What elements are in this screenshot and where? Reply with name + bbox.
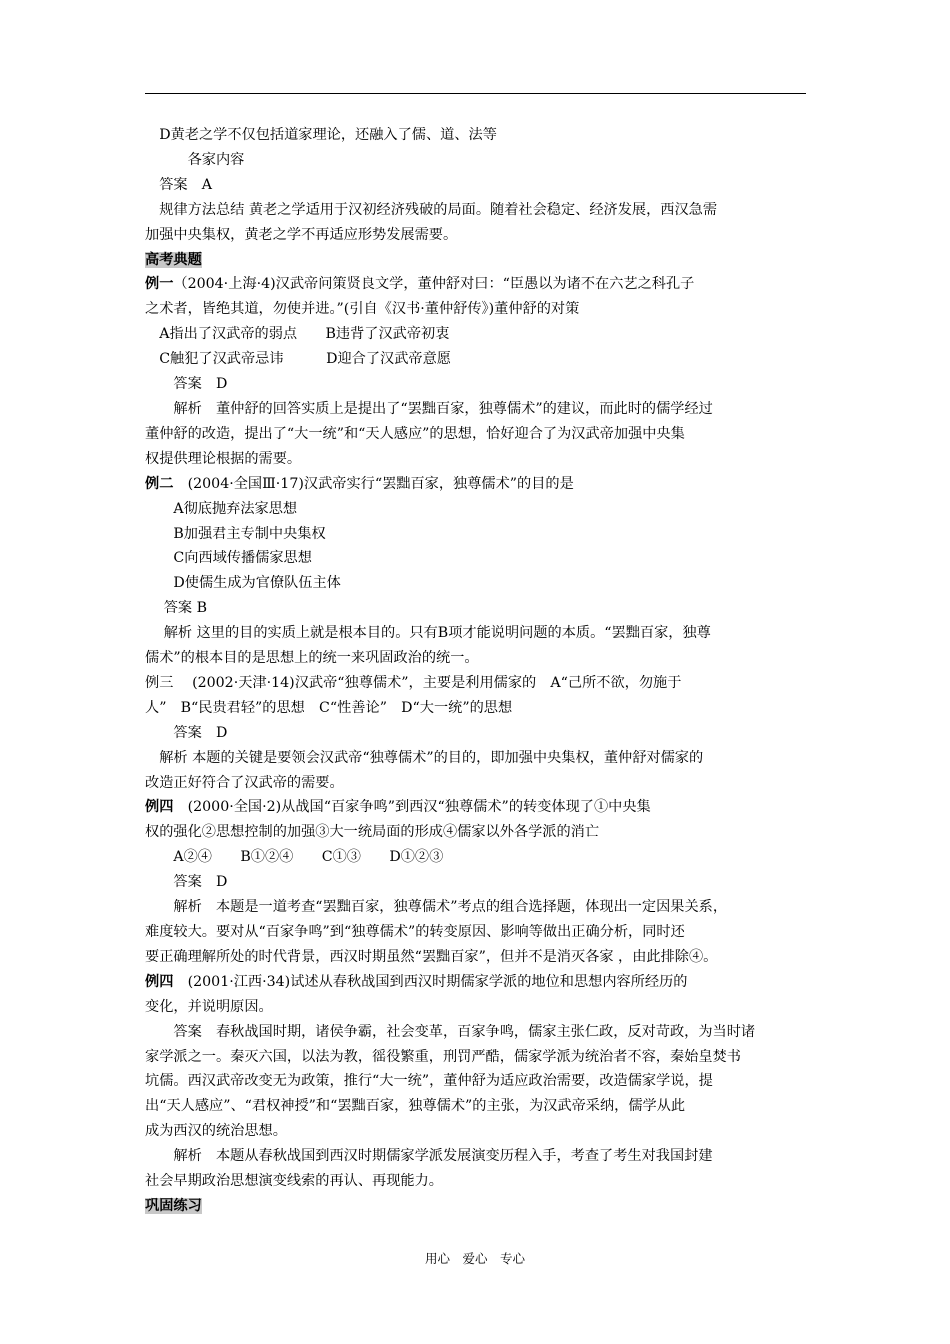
text-line: 难度较大。要对从“百家争鸣”到“独尊儒术”的转变原因、影响等做出正确分析，同时还 xyxy=(145,924,685,940)
page-footer: 用心 爱心 专心 xyxy=(424,1251,525,1266)
example-line xyxy=(145,795,810,820)
document-body xyxy=(145,123,810,1219)
example-line xyxy=(145,970,810,995)
text-line: 例三 (2002·天津·14)汉武帝“独尊儒术”，主要是利用儒家的 A“己所不欲，勿施于 xyxy=(145,674,682,691)
text-line: C触犯了汉武帝忌讳 D迎合了汉武帝意愿 xyxy=(145,351,451,368)
header-rule xyxy=(145,93,806,94)
text-line: 答案 D xyxy=(145,874,228,891)
text-line: 各家内容 xyxy=(145,151,245,168)
text-line: 出“天人感应”、“君权神授”和“罢黜百家，独尊儒术”的主张，为汉武帝采纳，儒学从此 xyxy=(145,1098,686,1115)
example-text: (2000·全国·2)从战国“百家争鸣”到西汉“独尊儒术”的转变体现了①中央集 xyxy=(173,799,651,816)
text-line: 儒术”的根本目的是思想上的统一来巩固政治的统一。 xyxy=(145,650,479,667)
example-label: 例四 xyxy=(145,973,174,990)
example-line xyxy=(145,272,810,297)
text-line: D使儒生成为官僚队伍主体 xyxy=(145,575,341,592)
text-line: 要正确理解所处的时代背景，西汉时期虽然“罢黜百家”，但并不是消灭各家 ，由此排除④。 xyxy=(145,948,718,965)
example-label: 例一 xyxy=(145,276,174,293)
text-line: 之术者，皆绝其道，勿使并进。”(引自《汉书·董仲舒传》)董仲舒的对策 xyxy=(145,301,580,318)
text-line: 答案 B xyxy=(145,600,208,617)
text-line: 解析 这里的目的实质上就是根本目的。只有B项才能说明问题的本质。“罢黜百家，独尊 xyxy=(145,625,711,642)
text-line: 社会早期政治思想演变线索的再认、再现能力。 xyxy=(145,1173,443,1190)
text-line: 解析 本题从春秋战国到西汉时期儒家学派发展演变历程入手，考查了考生对我国封建 xyxy=(145,1148,713,1165)
text-line: 改造正好符合了汉武帝的需要。 xyxy=(145,774,344,791)
text-line: 加强中央集权，黄老之学不再适应形势发展需要。 xyxy=(145,226,458,243)
text-line: 答案 春秋战国时期，诸侯争霸，社会变革，百家争鸣，儒家主张仁政，反对苛政，为当时诸 xyxy=(145,1023,756,1040)
text-line: A②④ B①②④ C①③ D①②③ xyxy=(145,849,444,866)
text-line: 坑儒。西汉武帝改变无为政策，推行“大一统”，董仲舒为适应政治需要，改造儒家学说，提 xyxy=(145,1073,713,1090)
example-text: (2004·全国Ⅲ·17)汉武帝实行“罢黜百家，独尊儒术”的目的是 xyxy=(173,475,574,492)
section-heading xyxy=(145,248,810,273)
example-label: 例二 xyxy=(145,475,174,492)
text-line: 答案 A xyxy=(145,176,212,193)
text-line: 答案 D xyxy=(145,376,228,393)
text-line: B加强君主专制中央集权 xyxy=(145,525,326,542)
text-line: A彻底抛弃法家思想 xyxy=(145,500,298,517)
example-text: （2004·上海·4)汉武帝问策贤良文学，董仲舒对曰：“臣愚以为诸不在六艺之科孔子 xyxy=(173,276,695,293)
text-line: C向西域传播儒家思想 xyxy=(145,550,312,567)
text-line: 解析 本题是一道考查“罢黜百家，独尊儒术”考点的组合选择题，体现出一定因果关系， xyxy=(145,899,728,916)
text-line: 规律方法总结 黄老之学适用于汉初经济残破的局面。随着社会稳定、经济发展，西汉急需 xyxy=(145,201,718,218)
heading-gaokao: 高考典题 xyxy=(145,251,202,268)
text-line: 解析 董仲舒的回答实质上是提出了“罢黜百家，独尊儒术”的建议，而此时的儒学经过 xyxy=(145,400,713,417)
text-line: 解析 本题的关键是要领会汉武帝“独尊儒术”的目的，即加强中央集权，董仲舒对儒家的 xyxy=(145,749,704,766)
text-line: A指出了汉武帝的弱点 B违背了汉武帝初衷 xyxy=(145,326,450,343)
text-line: 成为西汉的统治思想。 xyxy=(145,1123,287,1140)
text-line: 权的强化②思想控制的加强③大一统局面的形成④儒家以外各学派的消亡 xyxy=(145,824,600,841)
text-line: 人” B“民贵君轻”的思想 C“性善论” D“大一统”的思想 xyxy=(145,699,513,716)
heading-gonggu: 巩固练习 xyxy=(145,1197,202,1214)
text-line: 家学派之一。秦灭六国，以法为教，徭役繁重，刑罚严酷，儒家学派为统治者不容，秦始皇焚书 xyxy=(145,1048,741,1065)
text-line: 权提供理论根据的需要。 xyxy=(145,450,302,467)
example-label: 例四 xyxy=(145,799,174,816)
example-text: (2001·江西·34)试述从春秋战国到西汉时期儒家学派的地位和思想内容所经历的 xyxy=(173,973,688,990)
text-line: 答案 D xyxy=(145,724,228,741)
text-line: 变化，并说明原因。 xyxy=(145,998,273,1015)
example-line xyxy=(145,472,810,497)
text-line: 董仲舒的改造，提出了“大一统”和“天人感应”的思想，恰好迎合了为汉武帝加强中央集 xyxy=(145,425,685,442)
section-heading xyxy=(145,1194,810,1219)
text-line: D黄老之学不仅包括道家理论，还融入了儒、道、法等 xyxy=(145,127,497,143)
